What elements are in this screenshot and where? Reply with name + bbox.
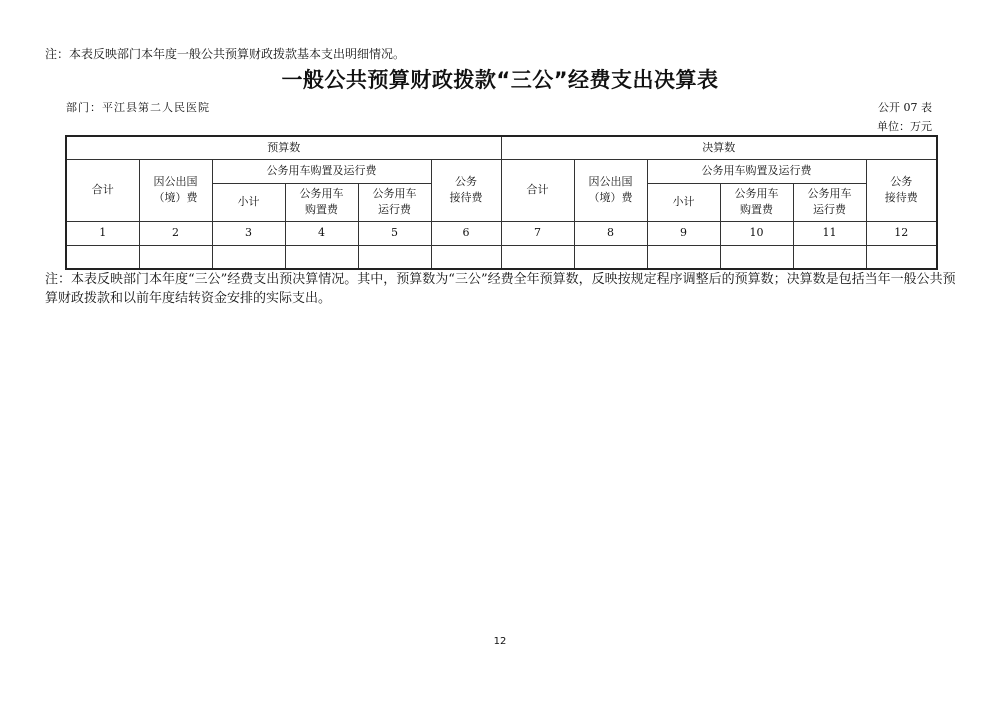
budget-vehicle-purchase-header: 公务用车 购置费: [285, 183, 358, 221]
column-number: 3: [212, 221, 285, 245]
data-cell: [866, 245, 937, 269]
data-cell: [358, 245, 431, 269]
actual-vehicle-purchase-header: 公务用车 购置费: [720, 183, 793, 221]
data-cell: [285, 245, 358, 269]
unit-label: 单位：万元: [877, 120, 932, 133]
actual-header: 决算数: [501, 136, 937, 159]
column-number: 5: [358, 221, 431, 245]
actual-subtotal-header: 小计: [647, 183, 720, 221]
header-row-top: [66, 136, 937, 159]
form-number: 公开 07 表: [878, 101, 932, 114]
data-cell: [793, 245, 866, 269]
budget-abroad-header: 因公出国 （境）费: [139, 159, 212, 221]
data-cell: [501, 245, 574, 269]
column-number: 7: [501, 221, 574, 245]
page-title: 一般公共预算财政拨款“三公”经费支出决算表: [281, 68, 719, 92]
actual-vehicle-group-header: 公务用车购置及运行费: [647, 159, 866, 183]
actual-abroad-header: 因公出国 （境）费: [574, 159, 647, 221]
bottom-note: 注：本表反映部门本年度“三公”经费支出预决算情况。其中，预算数为“三公”经费全年预算数，反映按规定程序调整后的预算数；决算数是包括当年一般公共预算财政拨款和以前年度结转资金安排的实际支出。: [45, 272, 956, 306]
department-label: 部门：平江县第二人民医院: [66, 101, 210, 114]
page-number: 12: [493, 636, 507, 647]
data-cell: [720, 245, 793, 269]
header-row-middle: [66, 159, 937, 183]
top-note: 注：本表反映部门本年度一般公共预算财政拨款基本支出明细情况。: [45, 47, 406, 61]
actual-total-header: 合计: [501, 159, 574, 221]
column-number: 10: [720, 221, 793, 245]
column-number: 1: [66, 221, 139, 245]
budget-total-header: 合计: [66, 159, 139, 221]
budget-reception-header: 公务 接待费: [431, 159, 501, 221]
column-number: 12: [866, 221, 937, 245]
data-cell: [139, 245, 212, 269]
actual-vehicle-operation-header: 公务用车 运行费: [793, 183, 866, 221]
column-number: 2: [139, 221, 212, 245]
column-number: 11: [793, 221, 866, 245]
column-number: 4: [285, 221, 358, 245]
data-cell: [212, 245, 285, 269]
data-cell: [647, 245, 720, 269]
actual-reception-header: 公务 接待费: [866, 159, 937, 221]
budget-vehicle-operation-header: 公务用车 运行费: [358, 183, 431, 221]
column-number: 8: [574, 221, 647, 245]
budget-header: 预算数: [66, 136, 501, 159]
budget-vehicle-group-header: 公务用车购置及运行费: [212, 159, 431, 183]
data-cell: [431, 245, 501, 269]
budget-subtotal-header: 小计: [212, 183, 285, 221]
three-public-expenditure-table: [65, 135, 938, 270]
column-number: 9: [647, 221, 720, 245]
column-number: 6: [431, 221, 501, 245]
column-number-row: [66, 221, 937, 245]
data-cell: [574, 245, 647, 269]
data-cell: [66, 245, 139, 269]
data-row: [66, 245, 937, 269]
